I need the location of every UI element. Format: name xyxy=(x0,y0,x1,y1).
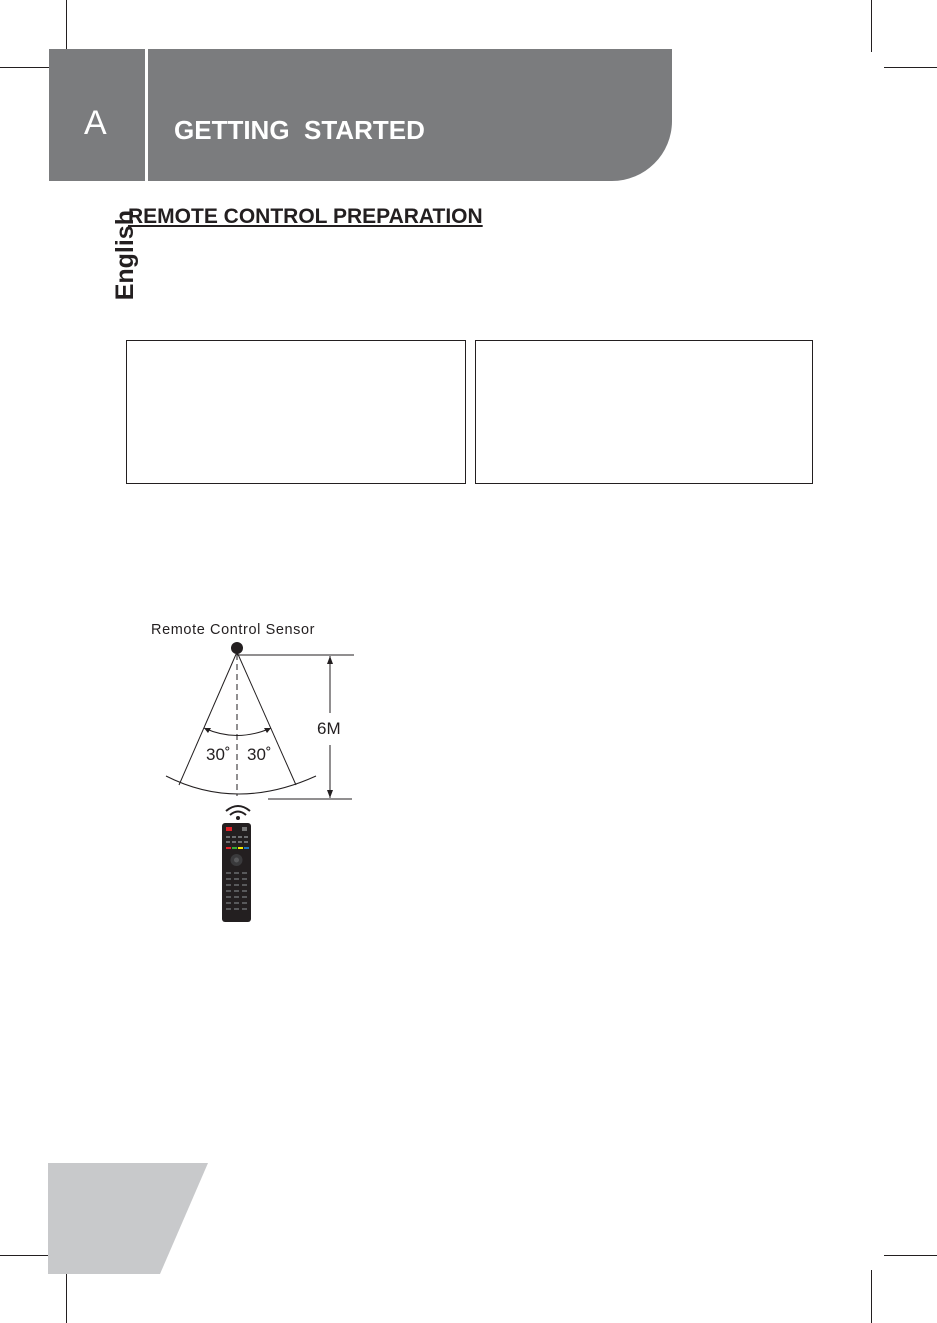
cone-right-edge xyxy=(237,652,296,785)
crop-mark xyxy=(871,1270,872,1323)
note-box-right xyxy=(475,340,813,484)
language-tab: English xyxy=(111,210,139,301)
crop-mark xyxy=(66,0,67,52)
note-box-left xyxy=(126,340,466,484)
crop-mark xyxy=(884,1255,937,1256)
crop-mark xyxy=(884,67,937,68)
dimension-arrow-up xyxy=(327,656,333,664)
page-heading: REMOTE CONTROL PREPARATION xyxy=(128,205,483,228)
remote-range-svg xyxy=(120,610,380,935)
distance-label: 6M xyxy=(317,719,341,738)
sensor-label: Remote Control Sensor xyxy=(151,622,316,638)
dimension-arrow-down xyxy=(327,790,333,798)
remote-control-icon xyxy=(222,823,251,922)
header-divider xyxy=(145,49,148,181)
cone-left-edge xyxy=(179,652,237,785)
section-letter: A xyxy=(84,104,107,142)
crop-mark xyxy=(871,0,872,52)
footer-page-tab xyxy=(48,1163,208,1274)
section-title: GETTING STARTED xyxy=(174,115,425,145)
crop-mark xyxy=(0,1255,53,1256)
angle-right-label: 30˚ xyxy=(247,745,272,764)
crop-mark xyxy=(0,67,53,68)
crop-mark xyxy=(66,1270,67,1323)
remote-range-diagram xyxy=(120,610,380,935)
signal-icon xyxy=(226,806,250,820)
angle-left-label: 30˚ xyxy=(206,745,231,764)
